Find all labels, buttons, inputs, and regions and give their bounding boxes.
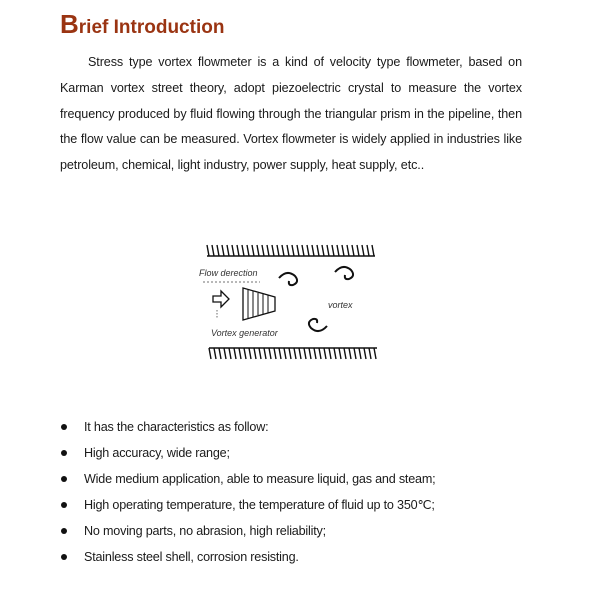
bullet-icon xyxy=(61,424,67,430)
bullet-icon xyxy=(61,554,67,560)
pipe-wall-top-hatch xyxy=(207,245,374,256)
list-item xyxy=(60,466,435,492)
bullet-icon xyxy=(61,528,67,534)
page-title xyxy=(60,4,224,41)
feature-text: High operating temperature, the temperature of fluid up to 350℃; xyxy=(84,498,435,512)
intro-paragraph: Stress type vortex flowmeter is a kind of velocity type flowmeter, based on Karman vortex street theory, adopt piezoelectric crystal to measure the vortex frequency produced by fluid flowing through the triangular prism in the pipeline, then the flow value can be measured. Vortex flowmeter is widely applied in industries like petroleum, chemical, light industry, power supply, heat supply, etc.. xyxy=(60,55,522,173)
flow-direction-label: Flow derection xyxy=(199,268,258,278)
title-initial: B xyxy=(60,9,79,39)
vortex-generator-icon xyxy=(243,288,275,320)
feature-text: It has the characteristics as follow: xyxy=(84,420,269,434)
feature-text: Wide medium application, able to measure liquid, gas and steam; xyxy=(84,472,436,486)
feature-text: Stainless steel shell, corrosion resisting. xyxy=(84,550,299,564)
list-item xyxy=(60,544,435,570)
vortex-label: vortex xyxy=(328,300,353,310)
bullet-icon xyxy=(61,476,67,482)
vortex-diagram xyxy=(195,238,385,368)
list-item xyxy=(60,518,435,544)
vortex-generator-label: Vortex generator xyxy=(211,328,278,338)
flow-arrow-icon xyxy=(213,291,229,307)
feature-list xyxy=(60,414,435,570)
list-item xyxy=(60,440,435,466)
list-item xyxy=(60,492,435,518)
bullet-icon xyxy=(61,450,67,456)
vortex-swirl-icon xyxy=(279,267,353,331)
pipe-wall-bottom-hatch xyxy=(209,348,376,359)
list-item xyxy=(60,414,435,440)
feature-text: High accuracy, wide range; xyxy=(84,446,230,460)
bullet-icon xyxy=(61,502,67,508)
feature-text: No moving parts, no abrasion, high reliability; xyxy=(84,524,326,538)
title-rest: rief Introduction xyxy=(78,17,225,38)
